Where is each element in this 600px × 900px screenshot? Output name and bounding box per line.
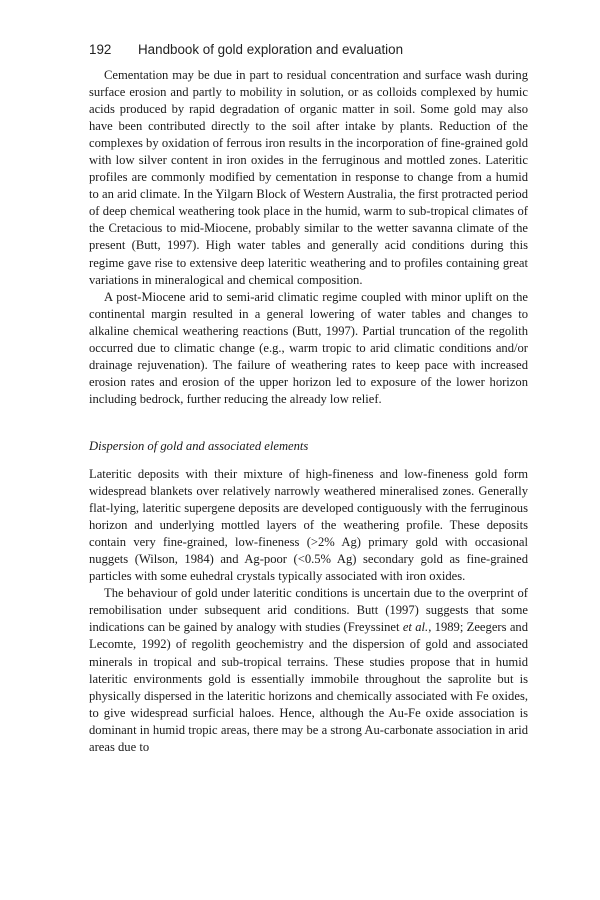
paragraph-text-part1: The behaviour of gold under lateritic conditions is uncertain due to the overprint of remobilisation under subsequent arid conditions. Butt (1997) suggests that some indications can be gained by analogy with studies (Freyssinet bbox=[89, 586, 528, 635]
paragraph-gold-behaviour bbox=[89, 585, 528, 755]
running-header bbox=[89, 42, 529, 57]
body-text bbox=[89, 67, 528, 756]
book-title: Handbook of gold exploration and evaluation bbox=[138, 42, 404, 57]
paragraph-lateritic-deposits: Lateritic deposits with their mixture of high-fineness and low-fineness gold form widespread blankets over relatively narrowly weathered mineralised zones. Generally flat-lying, lateritic supergene deposits are developed contiguously with the ferruginous horizon and underlying mottled layers of the weathering profile. These deposits contain very fine-grained, low-fineness (>2% Ag) primary gold with occasional nuggets (Wilson, 1984) and Ag-poor (<0.5% Ag) secondary gold as fine-grained particles with some euhedral crystals typically associated with iron oxides. bbox=[89, 466, 528, 584]
section-heading: Dispersion of gold and associated elements bbox=[89, 438, 309, 453]
paragraph-post-miocene: A post-Miocene arid to semi-arid climatic regime coupled with minor uplift on the continental margin resulted in a general lowering of water tables and changes to alkaline chemical weathering reactions (Butt, 1997). Partial truncation of the regolith occurred due to climatic change (e.g., warm tropic to arid climatic conditions and/or drainage rejuvenation). The failure of weathering rates to keep pace with increased erosion rates and erosion of the upper horizon led to exposure of the lower horizon including bedrock, further reducing the already low relief. bbox=[89, 289, 528, 406]
paragraph-text-part2: , 1989; Zeegers and Lecomte, 1992) of regolith geochemistry and the dispersion of gold and associated minerals in tropical and sub-tropical terrains. These studies propose that in humid lateritic environments gold is essentially immobile throughout the saprolite but is physically dispersed in the lateritic horizons and chemically associated with Fe oxides, to give widespread surficial haloes. Hence, although the Au-Fe oxide association is dominant in humid tropic areas, there may be a strong Au-carbonate association in arid areas due to bbox=[89, 620, 528, 754]
citation-et-al: et al. bbox=[402, 620, 429, 635]
page-number: 192 bbox=[89, 42, 112, 57]
paragraph-cementation: Cementation may be due in part to residual concentration and surface wash during surface erosion and partly to mobility in solution, or as colloids complexed by humic acids produced by rapid degradation of organic matter in soil. Some gold may also have been contributed directly to the soil after intake by plants. Reduction of the complexes by oxidation of ferrous iron results in the incorporation of fine-grained gold with low silver content in iron oxides in the ferruginous and mottled zones. Lateritic profiles are commonly modified by cementation in response to change from a humid to an arid climate. In the Yilgarn Block of Western Australia, the first protracted period of deep chemical weathering took place in the humid, warm to sub-tropical climates of the Cretacious to mid-Miocene, probably similar to the wetter savanna climate of the present (Butt, 1997). High water tables and generally acid conditions during this regime gave rise to extensive deep lateritic weathering and to profiles containing great variations in mineralogical and chemical composition. bbox=[89, 68, 528, 287]
